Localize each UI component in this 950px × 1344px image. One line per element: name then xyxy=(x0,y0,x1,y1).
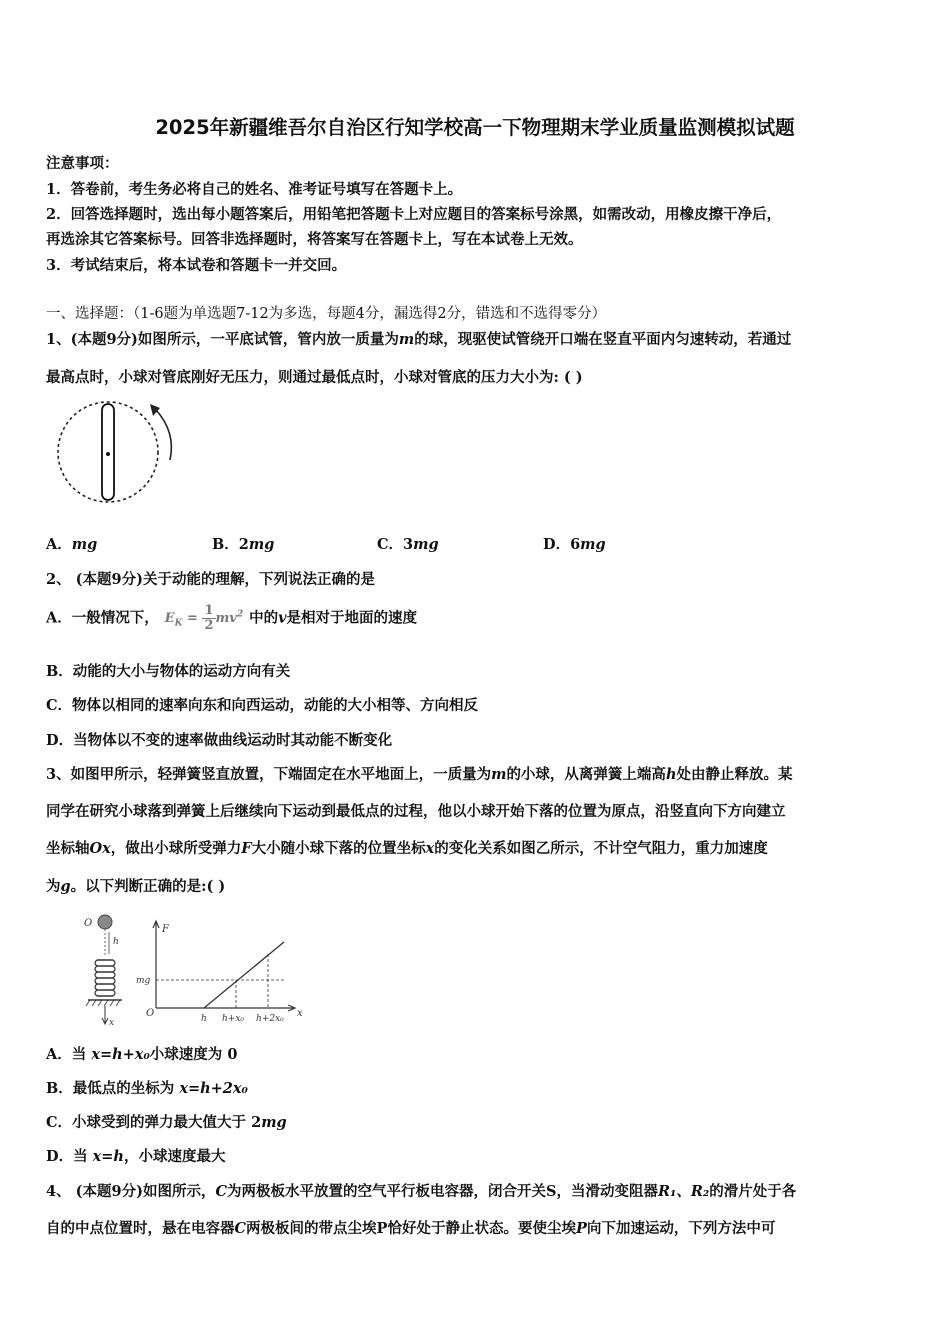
kinetic-energy-formula: $E_K$ = $\frac{1}{2}$ $mv^2$ xyxy=(164,603,244,633)
q1-option-c[interactable]: C．3mg xyxy=(377,536,439,553)
notes-heading: 注意事项： xyxy=(46,155,119,172)
section-heading: 一、选择题：（1-6题为单选题7-12为多选，每题4分，漏选得2分，错选和不选得零分） xyxy=(46,306,607,322)
fig-o-label: O xyxy=(84,918,93,929)
q1-option-b[interactable]: B．2mg xyxy=(212,536,275,553)
fig-f-axis: F xyxy=(162,924,169,935)
fig-tick-h-2x0: h+2x₀ xyxy=(256,1014,284,1024)
note-1: 1．答卷前，考生务必将自己的姓名、准考证号填写在答题卡上。 xyxy=(46,181,463,198)
fig-mg-label: mg xyxy=(136,976,151,986)
page-title: 2025年新疆维吾尔自治区行知学校高一下物理期末学业质量监测模拟试题 xyxy=(155,116,795,139)
q3-line3: 坐标轴Ox，做出小球所受弹力F大小随小球下落的位置坐标x的变化关系如图乙所示，不计空气阻力，重力加速度 xyxy=(46,840,768,857)
q2-option-a[interactable]: A．一般情况下， $E_K$ = $\frac{1}{2}$ $mv^2$ 中的v是相对于地面的速度 xyxy=(46,603,418,633)
fig-tick-h-x0: h+x₀ xyxy=(222,1014,245,1024)
q3-spring-and-graph-figure xyxy=(78,908,310,1030)
q4-line2: 自的中点位置时，悬在电容器C两极板间的带点尘埃P恰好处于静止状态。要使尘埃P向下加速运动，下列方法中可 xyxy=(46,1220,776,1237)
note-3: 3．考试结束后，将本试卷和答题卡一并交回。 xyxy=(46,257,347,274)
q1-test-tube-figure xyxy=(52,396,182,508)
fig-tick-h: h xyxy=(201,1014,207,1024)
q3-option-a[interactable]: A．当 x=h+x₀小球速度为 0 xyxy=(46,1046,238,1063)
fig-x-axis: x xyxy=(297,1008,303,1019)
q4-line1: 4、 (本题9分)如图所示，C为两极板水平放置的空气平行板电容器，闭合开关S，当滑动变阻器R₁、R₂的滑片处于各 xyxy=(46,1183,797,1200)
q3-line4: 为g。以下判断正确的是:( ) xyxy=(46,878,226,895)
fig-x-label: x xyxy=(109,1018,115,1028)
q1-option-a[interactable]: A．mg xyxy=(46,536,98,553)
q3-line1: 3、如图甲所示，轻弹簧竖直放置，下端固定在水平地面上，一质量为m的小球，从离弹簧上端高h处由静止释放。某 xyxy=(46,766,793,783)
note-2b: 再选涂其它答案标号。回答非选择题时，将答案写在答题卡上，写在本试卷上无效。 xyxy=(46,231,583,248)
q1-line2: 最高点时，小球对管底刚好无压力，则通过最低点时，小球对管底的压力大小为: ( ) xyxy=(46,369,583,386)
fig-h-label: h xyxy=(113,937,119,947)
q3-line2: 同学在研究小球落到弹簧上后继续向下运动到最低点的过程，他以小球开始下落的位置为原点，沿竖直向下方向建立 xyxy=(46,803,786,820)
q3-option-b[interactable]: B．最低点的坐标为 x=h+2x₀ xyxy=(46,1080,248,1097)
q1-option-d[interactable]: D．6mg xyxy=(543,536,606,553)
note-2a: 2．回答选择题时，选出每小题答案后，用铅笔把答题卡上对应题目的答案标号涂黑，如需改动，用橡皮擦干净后， xyxy=(46,206,782,223)
q2-option-d[interactable]: D．当物体以不变的速率做曲线运动时其动能不断变化 xyxy=(46,732,393,749)
q3-option-d[interactable]: D．当 x=h，小球速度最大 xyxy=(46,1148,226,1165)
q3-option-c[interactable]: C．小球受到的弹力最大值大于 2mg xyxy=(46,1114,287,1131)
q2-option-b[interactable]: B．动能的大小与物体的运动方向有关 xyxy=(46,663,291,680)
q2-stem: 2、 (本题9分)关于动能的理解，下列说法正确的是 xyxy=(46,571,375,588)
q1-line1: 1、(本题9分)如图所示，一平底试管，管内放一质量为m的球，现驱使试管绕开口端在竖直平面内匀速转动，若通过 xyxy=(46,331,792,348)
fig-origin: O xyxy=(146,1008,155,1019)
q2-option-c[interactable]: C．物体以相同的速率向东和向西运动，动能的大小相等、方向相反 xyxy=(46,697,479,714)
